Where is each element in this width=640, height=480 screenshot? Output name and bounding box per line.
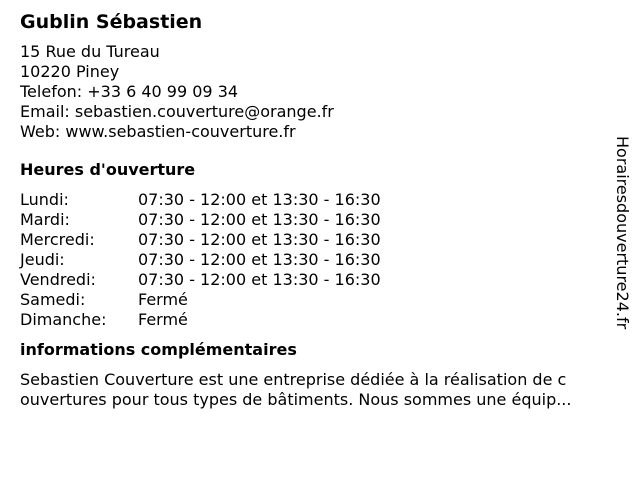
hours-row-monday (20, 190, 620, 210)
day-hours: 07:30 - 12:00 et 13:30 - 16:30 (138, 270, 381, 289)
description-line: Sebastien Couverture est une entreprise dédiée à la réalisation de c (20, 370, 567, 389)
phone-label: Telefon: (20, 82, 83, 101)
day-hours: 07:30 - 12:00 et 13:30 - 16:30 (138, 250, 381, 269)
day-hours: 07:30 - 12:00 et 13:30 - 16:30 (138, 230, 381, 249)
hours-row-friday (20, 270, 620, 290)
hours-row-thursday (20, 250, 620, 270)
hours-table (20, 190, 620, 330)
phone-number[interactable]: +33 6 40 99 09 34 (87, 82, 239, 101)
hours-row-sunday (20, 310, 620, 330)
day-label: Mercredi: (20, 230, 95, 249)
phone-line (20, 82, 620, 102)
email-line (20, 102, 620, 122)
contact-block (20, 42, 620, 142)
day-hours: Fermé (138, 310, 188, 329)
day-label: Jeudi: (20, 250, 65, 269)
day-hours: 07:30 - 12:00 et 13:30 - 16:30 (138, 190, 381, 209)
business-card (20, 10, 620, 410)
email-label: Email: (20, 102, 70, 121)
hours-row-wednesday (20, 230, 620, 250)
day-label: Dimanche: (20, 310, 107, 329)
day-label: Samedi: (20, 290, 86, 309)
website-link[interactable]: www.sebastien-couverture.fr (65, 122, 296, 141)
business-name: Gublin Sébastien (20, 11, 203, 33)
site-watermark: Horairesdouverture24.fr (613, 136, 632, 330)
day-label: Vendredi: (20, 270, 96, 289)
day-hours: Fermé (138, 290, 188, 309)
info-title: informations complémentaires (20, 340, 297, 359)
web-line (20, 122, 620, 142)
day-label: Mardi: (20, 210, 70, 229)
hours-row-saturday (20, 290, 620, 310)
day-label: Lundi: (20, 190, 69, 209)
web-label: Web: (20, 122, 61, 141)
info-description (20, 370, 618, 410)
city-address: 10220 Piney (20, 62, 120, 81)
hours-title: Heures d'ouverture (20, 160, 196, 179)
email-link[interactable]: sebastien.couverture@orange.fr (74, 102, 334, 121)
street-address: 15 Rue du Tureau (20, 42, 160, 61)
day-hours: 07:30 - 12:00 et 13:30 - 16:30 (138, 210, 381, 229)
hours-row-tuesday (20, 210, 620, 230)
description-line: ouvertures pour tous types de bâtiments. Nous sommes une équip... (20, 390, 572, 409)
